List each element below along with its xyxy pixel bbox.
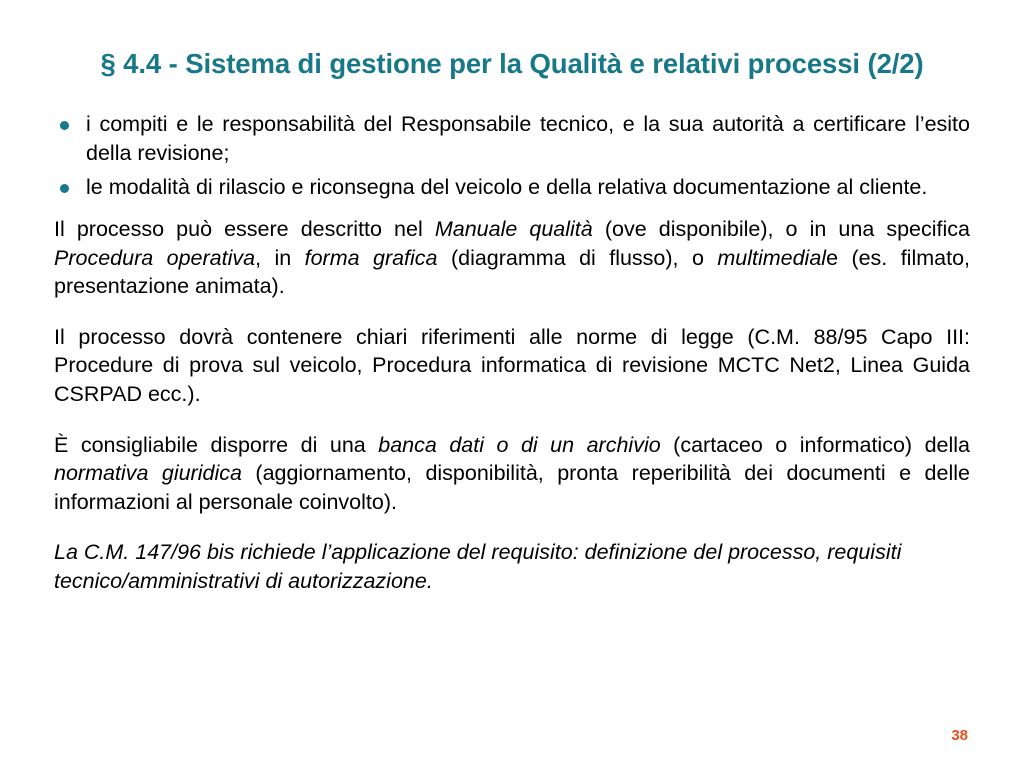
paragraph-norme-di-legge: Il processo dovrà contenere chiari riferimenti alle norme di legge (C.M. 88/95 Capo III: Procedure di prova sul veicolo, Procedura informatica di revisione MCTC Net2, Linea Guida CSRPAD ecc.). bbox=[54, 324, 970, 407]
page-title: § 4.4 - Sistema di gestione per la Qualità e relativi processi (2/2) bbox=[100, 48, 924, 79]
list-item: i compiti e le responsabilità del Responsabile tecnico, e la sua autorità a certificare l’esito della revisione; bbox=[54, 110, 970, 167]
list-item: le modalità di rilascio e riconsegna del veicolo e della relativa documentazione al cliente. bbox=[54, 173, 970, 202]
paragraph-banca-dati: È consigliabile disporre di una banca dati o di un archivio (cartaceo o informatico) della normativa giuridica (aggiornamento, disponibilità, pronta reperibilità dei documenti e delle informazioni al personale coinvolto). bbox=[54, 432, 970, 515]
paragraph-manuale-qualita: Il processo può essere descritto nel Manuale qualità (ove disponibile), o in una specifica Procedura operativa, in forma grafica (diagramma di flusso), o multimediale (es. filmato, presentazione animata). bbox=[54, 216, 971, 299]
slide-content bbox=[54, 110, 970, 618]
page-number: 38 bbox=[951, 727, 968, 744]
bullet-list bbox=[54, 110, 970, 202]
paragraph-cm-147: La C.M. 147/96 bis richiede l’applicazione del requisito: definizione del processo, requisiti tecnico/amministrativi di autorizzazione. bbox=[54, 540, 902, 594]
